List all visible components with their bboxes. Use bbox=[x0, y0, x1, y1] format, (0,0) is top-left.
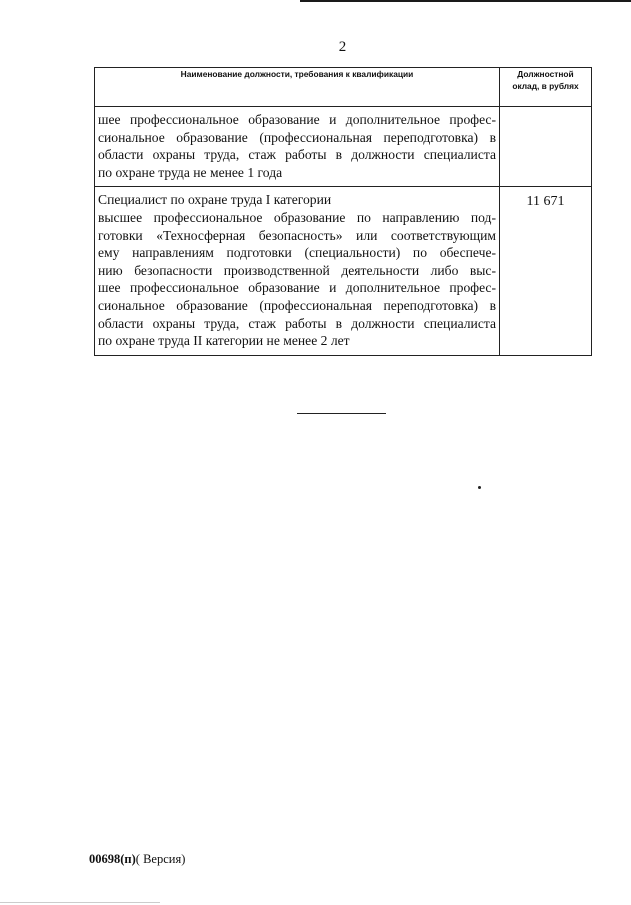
row2-line: высшее профессиональное образование по направлению под- bbox=[98, 209, 496, 225]
document-code-number: 00698(п) bbox=[89, 852, 136, 866]
row1-salary bbox=[500, 107, 592, 187]
table-row bbox=[95, 107, 592, 187]
row2-line: нию безопасности производственной деятельности либо выс- bbox=[98, 262, 496, 278]
document-code bbox=[89, 852, 185, 867]
document-code-version: ( Версия) bbox=[135, 852, 186, 866]
scan-speck bbox=[478, 486, 481, 489]
row2-description bbox=[95, 187, 500, 355]
salary-value: 11 671 bbox=[526, 194, 565, 210]
row1-line: сиональное образование (профессиональная переподготовка) в bbox=[98, 129, 496, 145]
row2-line: области охраны труда, стаж работы в должности специалиста bbox=[98, 315, 496, 331]
row2-line: по охране труда II категории не менее 2 лет bbox=[98, 333, 350, 349]
end-separator-line bbox=[297, 413, 386, 414]
table-header-row bbox=[95, 68, 592, 107]
row2-title: Специалист по охране труда I категории bbox=[98, 192, 332, 208]
bottom-edge-line bbox=[0, 902, 160, 903]
header-position-requirements: Наименование должности, требования к квалификации bbox=[95, 68, 500, 107]
header-salary-line1: Должностной bbox=[517, 69, 574, 79]
header-salary bbox=[500, 68, 592, 107]
row2-line: шее профессиональное образование и дополнительное профес- bbox=[98, 280, 496, 296]
row1-line: по охране труда не менее 1 года bbox=[98, 164, 283, 180]
row1-description bbox=[95, 107, 500, 187]
row2-line: сиональное образование (профессиональная переподготовка) в bbox=[98, 297, 496, 313]
row2-line: готовки «Техносферная безопасность» или соответствующим bbox=[98, 227, 496, 243]
top-border-line bbox=[300, 0, 631, 2]
page-number: 2 bbox=[338, 39, 347, 55]
row2-salary bbox=[500, 187, 592, 355]
header-salary-line2: оклад, в рублях bbox=[512, 81, 579, 91]
row1-line: области охраны труда, стаж работы в должности специалиста bbox=[98, 147, 496, 163]
row2-line: ему направлениям подготовки (специальности) по обеспече- bbox=[98, 245, 496, 261]
table-row bbox=[95, 187, 592, 355]
row1-line: шее профессиональное образование и дополнительное профес- bbox=[98, 112, 496, 127]
salary-table bbox=[94, 67, 592, 356]
